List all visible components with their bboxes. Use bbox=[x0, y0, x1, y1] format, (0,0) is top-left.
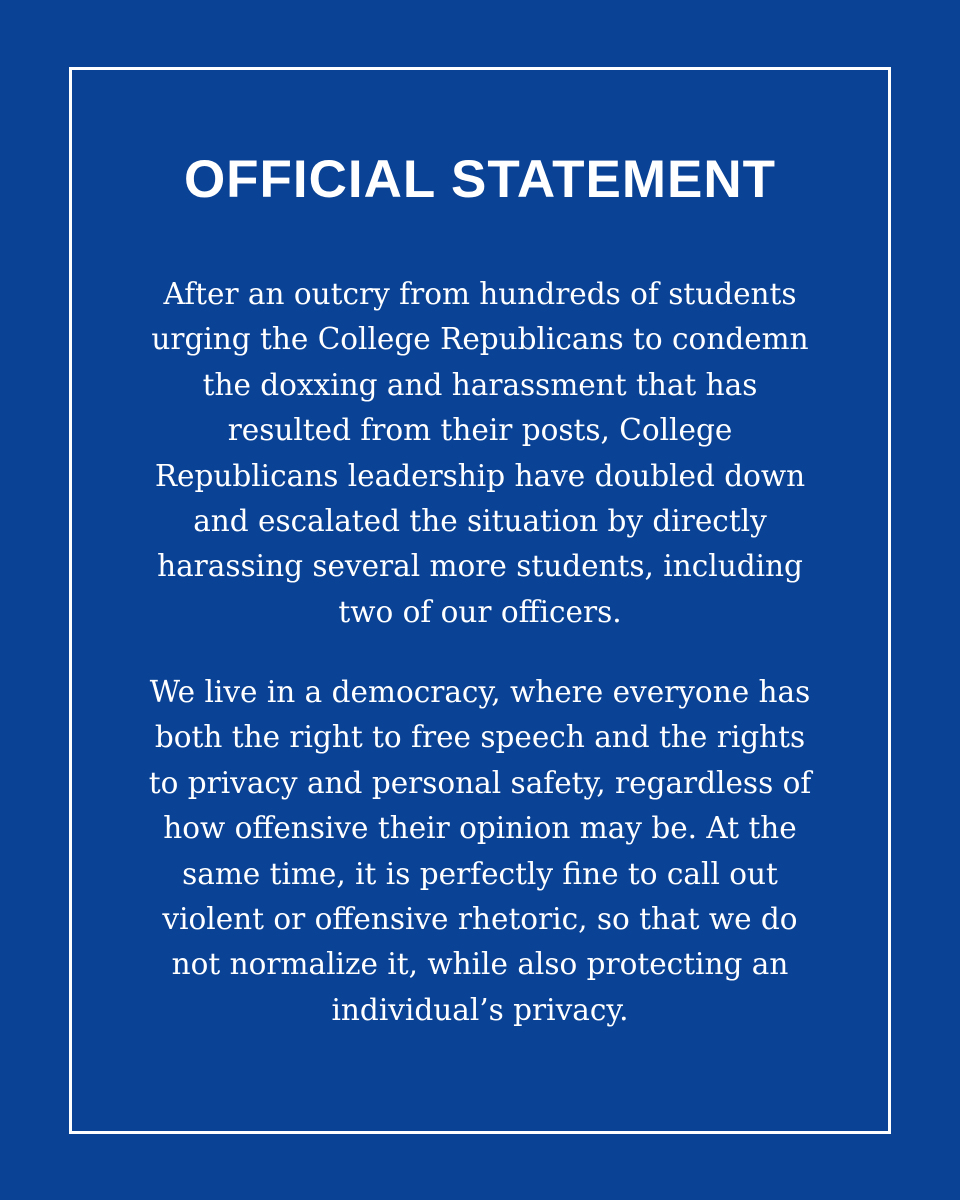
paragraph-2-line: not normalize it, while also protecting an bbox=[171, 947, 789, 982]
paragraph-2-line: violent or offensive rhetoric, so that we do bbox=[162, 902, 798, 937]
paragraph-1-line: urging the College Republicans to condemn bbox=[151, 322, 809, 357]
paragraph-1-line: harassing several more students, including bbox=[157, 549, 803, 584]
paragraph-2-line: how offensive their opinion may be. At the bbox=[163, 811, 797, 846]
paragraph-1-line: Republicans leadership have doubled down bbox=[154, 458, 806, 493]
paragraph-1-line: and escalated the situation by directly bbox=[193, 504, 767, 539]
paragraph-2-line: individual’s privacy. bbox=[331, 992, 629, 1027]
statement-paragraph-2 bbox=[120, 670, 840, 1033]
statement-title: OFFICIAL STATEMENT bbox=[183, 150, 777, 209]
paragraph-1-line: the doxxing and harassment that has bbox=[202, 367, 758, 402]
paragraph-1-line: resulted from their posts, College bbox=[227, 413, 733, 448]
paragraph-2-line: same time, it is perfectly fine to call out bbox=[182, 856, 778, 891]
paragraph-1-line: After an outcry from hundreds of students bbox=[163, 277, 797, 311]
paragraph-2-line: both the right to free speech and the rights bbox=[154, 720, 806, 755]
paragraph-2-line: We live in a democracy, where everyone has bbox=[149, 675, 811, 709]
paragraph-2-line: to privacy and personal safety, regardless of bbox=[148, 765, 812, 800]
paragraph-1-line: two of our officers. bbox=[338, 594, 622, 629]
statement-paragraph-1 bbox=[120, 272, 840, 635]
